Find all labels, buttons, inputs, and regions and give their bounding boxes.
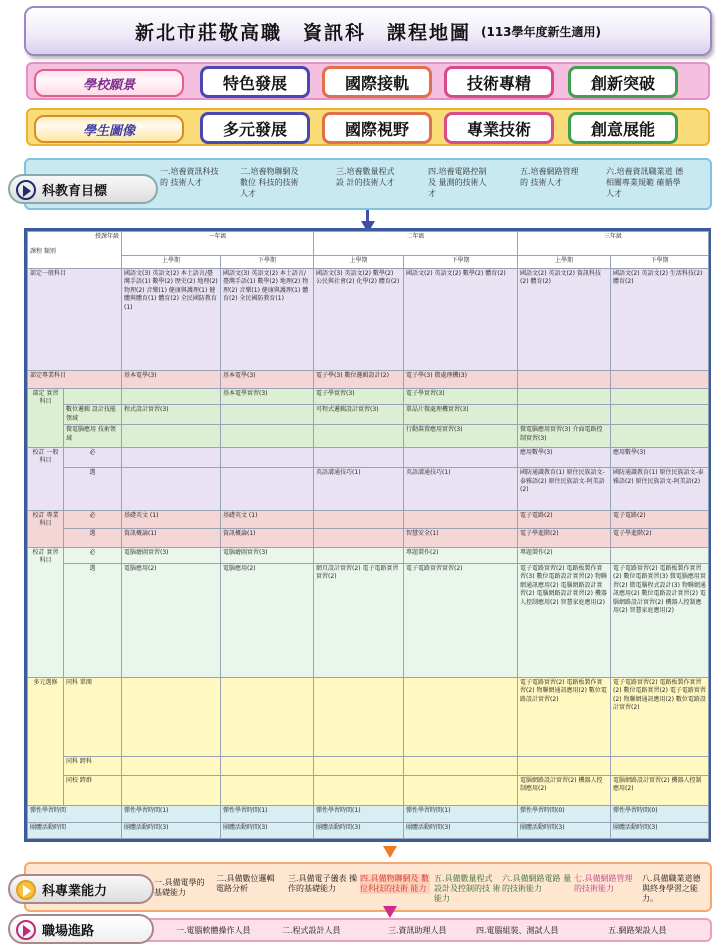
objective-1: 一.培養資訊科技的 技術人才 <box>160 167 219 187</box>
course-cell: 團體活動時間(3) <box>404 822 518 838</box>
group-professional: 部定專業科目 <box>28 370 122 388</box>
semester-header: 上學期 <box>122 256 221 268</box>
course-cell: 團體活動時間(3) <box>122 822 221 838</box>
group-school-practical: 校訂 實習科目 <box>28 547 64 677</box>
vision-item-1: 特色發展 <box>200 66 310 98</box>
course-cell <box>122 388 221 404</box>
course-cell: 團體活動時間(3) <box>221 822 314 838</box>
course-cell: 電子學進階(2) <box>611 529 709 547</box>
course-cell: 電腦繪圖實習(3) <box>221 547 314 563</box>
semester-header: 下學期 <box>404 256 518 268</box>
objective-2: 二.培養物聯網及數位 科技的技術人才 <box>240 167 299 198</box>
page-title: 新北市莊敬高職 資訊科 課程地圖 <box>134 21 471 44</box>
course-cell: 英語溝通技巧(1) <box>404 468 518 511</box>
course-cell <box>314 529 404 547</box>
elective-label: 選 <box>64 529 122 547</box>
course-cell <box>518 370 611 388</box>
course-cell <box>314 510 404 528</box>
group-multi: 多元選修 <box>28 677 64 805</box>
group-school-professional: 校訂 專業科目 <box>28 510 64 547</box>
course-cell: 彈性學習時間(1) <box>404 806 518 822</box>
semester-header: 上學期 <box>518 256 611 268</box>
course-cell: 資訊概論(1) <box>221 529 314 547</box>
course-cell: 行動裝置應用實習(3) <box>404 425 518 447</box>
career-5: 五.網路架設人員 <box>608 926 667 935</box>
course-cell: 國語文(2) 英語文(2) 資訊科技(2) 體育(2) <box>518 268 611 370</box>
careers-label-chip <box>8 914 154 944</box>
practical-sub2: 微電腦應用 技術領域 <box>64 425 122 447</box>
ability-8: 八.具備職業道德 與終身學習之能 力。 <box>642 874 701 903</box>
abilities-label: 科專業能力 <box>42 883 108 899</box>
play-triangle-icon <box>23 925 31 937</box>
course-cell <box>221 757 314 775</box>
practical-blank <box>64 388 122 404</box>
corner-cell <box>28 232 122 269</box>
objectives-label: 科教育目標 <box>42 183 108 199</box>
course-cell: 英語溝通技巧(1) <box>314 468 404 511</box>
year-1-header: 一年級 <box>122 232 314 256</box>
ability-3: 三.具備電子儀表 操作的基礎能力 <box>288 874 358 893</box>
course-cell <box>221 425 314 447</box>
course-cell <box>221 775 314 806</box>
corner-top: 授課年級 <box>95 233 120 240</box>
course-cell: 電子學實習(3) <box>404 388 518 404</box>
team-activity-label: 團體活動時間 <box>28 822 122 838</box>
elective-label: 選 <box>64 563 122 677</box>
page-title-banner <box>24 6 712 56</box>
course-cell: 智慧安全(1) <box>404 529 518 547</box>
course-cell: 電子學實習(3) <box>314 388 404 404</box>
course-cell: 彈性學習時間(1) <box>221 806 314 822</box>
portrait-item-3: 專業技術 <box>444 112 554 144</box>
ability-7: 七.具備網路管理 的技術能力 <box>574 874 633 893</box>
course-cell: 電子電路實習(2) 電路板製作實習(2) 數位電路實習(3) 微電腦應用實習(2) 微電腦程式設計(3) 物聯網通訊應用(2) 數位電路設計實習(2) 電腦網路設計實習(2) 機器人控制應用(2) 智慧家庭應用(2) <box>611 563 709 677</box>
course-cell <box>611 405 709 425</box>
required-label: 必 <box>64 510 122 528</box>
career-3: 三.資訊助理人員 <box>388 926 447 935</box>
course-cell: 電子學(3) 微處理機(3) <box>404 370 518 388</box>
course-cell <box>314 547 404 563</box>
course-cell: 應用數學(3) <box>518 447 611 467</box>
course-cell <box>314 677 404 756</box>
course-cell <box>314 775 404 806</box>
course-cell <box>518 388 611 404</box>
objective-3: 三.培養數量程式設 計的技術人才 <box>336 167 395 187</box>
vision-item-4: 創新突破 <box>568 66 678 98</box>
course-cell <box>221 677 314 756</box>
course-cell <box>122 447 221 467</box>
career-2: 二.程式設計人員 <box>282 926 341 935</box>
vision-tag: 學校願景 <box>34 69 184 97</box>
year-3-header: 三年級 <box>518 232 709 256</box>
course-cell <box>221 405 314 425</box>
course-cell: 團體活動時間(3) <box>611 822 709 838</box>
group-general: 部定一般科目 <box>28 268 122 370</box>
course-cell <box>314 757 404 775</box>
corner-bottom: 課程 類別 <box>30 247 56 255</box>
portrait-item-4: 創意展能 <box>568 112 678 144</box>
course-cell: 電腦應用(2) <box>221 563 314 677</box>
course-cell: 單晶片微處理機實習(3) <box>404 405 518 425</box>
career-1: 一.電腦軟體操作人員 <box>176 926 251 935</box>
play-triangle-icon <box>23 185 31 197</box>
objectives-label-chip <box>8 174 158 204</box>
course-cell: 國語文(3) 英語文(2) 數學(2) 公民與社會(2) 化學(2) 體育(2) <box>314 268 404 370</box>
course-cell: 電腦網路設計實習(2) 機器人控制應用(2) <box>611 775 709 806</box>
course-cell: 程式設計實習(3) <box>122 405 221 425</box>
vision-strip <box>26 62 710 100</box>
required-label: 必 <box>64 447 122 467</box>
course-cell: 基本電學(3) <box>221 370 314 388</box>
semester-header: 下學期 <box>221 256 314 268</box>
course-cell: 可程式邏輯設計實習(3) <box>314 405 404 425</box>
course-cell: 微電腦應用實習(3) 介面電路控制實習(3) <box>518 425 611 447</box>
course-cell <box>221 447 314 467</box>
course-cell <box>518 405 611 425</box>
course-cell: 國語文(3) 英語文(2) 本土語言/臺灣手語(1) 數學(2) 歷史(2) 地理(2) 物理(2) 音樂(1) 健康與護理(1) 健體與體育(1) 體育(2) 全民國防教育(1) <box>122 268 221 370</box>
course-cell: 彈性學習時間(1) <box>314 806 404 822</box>
course-cell <box>404 677 518 756</box>
course-cell <box>404 447 518 467</box>
course-cell: 電子電路實習(2) 電路板製作實習(2) 數位電路實習(2) 電子電路實習(2) 物聯網通訊應用(2) 數位電路設計實習(2) <box>611 677 709 756</box>
abilities-panel <box>24 862 712 912</box>
career-4: 四.電腦組裝、測試人員 <box>476 926 559 935</box>
course-cell <box>611 388 709 404</box>
course-map <box>24 228 711 842</box>
course-cell <box>221 468 314 511</box>
course-cell <box>314 425 404 447</box>
portrait-item-2: 國際視野 <box>322 112 432 144</box>
course-cell: 電腦繪圖實習(3) <box>122 547 221 563</box>
course-cell: 電腦網路設計實習(2) 機器人控制應用(2) <box>518 775 611 806</box>
course-cell: 網頁設計實習(2) 電子電路實習實習(2) <box>314 563 404 677</box>
course-cell: 電腦應用(2) <box>122 563 221 677</box>
course-cell <box>314 447 404 467</box>
course-cell: 電子學(3) 數位邏輯設計(2) <box>314 370 404 388</box>
ability-6: 六.具備網路電路 量的技術能力 <box>502 874 572 893</box>
objective-4: 四.培養電路控制及 量測的技術人才 <box>428 167 487 198</box>
course-cell: 彈性學習時間(1) <box>122 806 221 822</box>
ability-5: 五.具備數量程式 設計及控制的技 術能力 <box>434 874 501 903</box>
course-cell: 基礎英文 (1) <box>221 510 314 528</box>
careers-panel <box>24 918 712 942</box>
group-practical: 部定 實習科目 <box>28 388 64 447</box>
portrait-tag: 學生圖像 <box>34 115 184 143</box>
play-triangle-icon <box>23 885 31 897</box>
careers-label: 職場進路 <box>42 923 95 939</box>
course-cell: 電子電路(2) <box>611 510 709 528</box>
elective-label: 選 <box>64 468 122 511</box>
course-cell: 國防通識教育(1) 原住民族語文-泰雅語(2) 原住民族語文-阿美語(2) <box>611 468 709 511</box>
ability-1: 一.具備電學的 基礎能力 <box>154 878 205 897</box>
portrait-item-1: 多元發展 <box>200 112 310 144</box>
course-map-table <box>27 231 709 839</box>
course-cell: 電子電路(2) <box>518 510 611 528</box>
ability-4: 四.具備物聯網及 數位科技的技術 能力 <box>360 874 430 893</box>
course-cell <box>122 757 221 775</box>
course-cell: 國語文(2) 英語文(2) 數學(2) 體育(2) <box>404 268 518 370</box>
objective-5: 五.培養網路管理的 技術人才 <box>520 167 579 187</box>
portrait-strip <box>26 108 710 146</box>
course-cell: 國語文(2) 英語文(2) 生活科技(2) 體育(2) <box>611 268 709 370</box>
course-cell <box>404 510 518 528</box>
course-cell: 電子電路實習(2) 電路板製作實習(3) 數位電路設計實習(2) 物聯網通訊應用(2) 電腦網路設計實習(2) 電腦網路設計實習(2) 機器人控制應用(2) 智慧家庭應用(2) <box>518 563 611 677</box>
course-cell <box>611 370 709 388</box>
course-cell <box>404 757 518 775</box>
course-cell: 基礎英文 (1) <box>122 510 221 528</box>
course-cell <box>611 757 709 775</box>
semester-header: 上學期 <box>314 256 404 268</box>
year-2-header: 二年級 <box>314 232 518 256</box>
required-label: 必 <box>64 547 122 563</box>
course-cell <box>122 468 221 511</box>
multi-sub2: 同科 跨科 <box>64 757 122 775</box>
course-cell: 團體活動時間(3) <box>518 822 611 838</box>
semester-header: 下學期 <box>611 256 709 268</box>
course-cell: 國語文(3) 英語文(2) 本土語言/臺灣手語(1) 數學(2) 地理(2) 物理(2) 音樂(1) 健康與護理(1) 體育(2) 全民國防教育(1) <box>221 268 314 370</box>
course-cell: 團體活動時間(3) <box>314 822 404 838</box>
course-cell: 電子電路實習(2) 電路板製作實習(2) 物聯網通訊應用(2) 數位電路設計實習(2) <box>518 677 611 756</box>
objective-6: 六.培養資訊職業道 德相關專業規範 確循學人才 <box>606 167 684 198</box>
course-cell: 基本電學實習(3) <box>221 388 314 404</box>
multi-sub1: 同科 單開 <box>64 677 122 756</box>
practical-sub1: 數位邏輯 設計技能領域 <box>64 405 122 425</box>
objectives-panel <box>24 158 712 210</box>
course-cell: 基本電學(3) <box>122 370 221 388</box>
course-cell <box>611 425 709 447</box>
abilities-label-chip <box>8 874 154 904</box>
course-cell <box>122 775 221 806</box>
course-cell: 專題製作(2) <box>518 547 611 563</box>
arrow-down-icon <box>383 846 397 858</box>
course-cell <box>611 547 709 563</box>
course-cell <box>122 677 221 756</box>
course-cell <box>122 425 221 447</box>
course-cell: 資訊概論(1) <box>122 529 221 547</box>
course-cell: 電子電路實習實習(2) <box>404 563 518 677</box>
ability-2: 二.具備數位邏輯 電路分析 <box>216 874 275 893</box>
page-subtitle: (113學年度新生適用) <box>480 24 602 39</box>
course-cell: 專題製作(2) <box>404 547 518 563</box>
vision-item-3: 技術專精 <box>444 66 554 98</box>
arrow-down-icon <box>383 906 397 918</box>
group-activity-label: 彈性學習時間 <box>28 806 122 822</box>
course-cell: 電子學進階(2) <box>518 529 611 547</box>
group-school-general: 校訂 一般科目 <box>28 447 64 510</box>
course-cell: 彈性學習時間(0) <box>611 806 709 822</box>
course-cell: 應用數學(3) <box>611 447 709 467</box>
course-cell: 彈性學習時間(0) <box>518 806 611 822</box>
course-cell <box>518 757 611 775</box>
multi-sub3: 同校 跨群 <box>64 775 122 806</box>
course-cell: 國防通識教育(1) 原住民族語文-泰雅語(2) 原住民族語文-阿美語(2) <box>518 468 611 511</box>
vision-item-2: 國際接軌 <box>322 66 432 98</box>
course-cell <box>404 775 518 806</box>
